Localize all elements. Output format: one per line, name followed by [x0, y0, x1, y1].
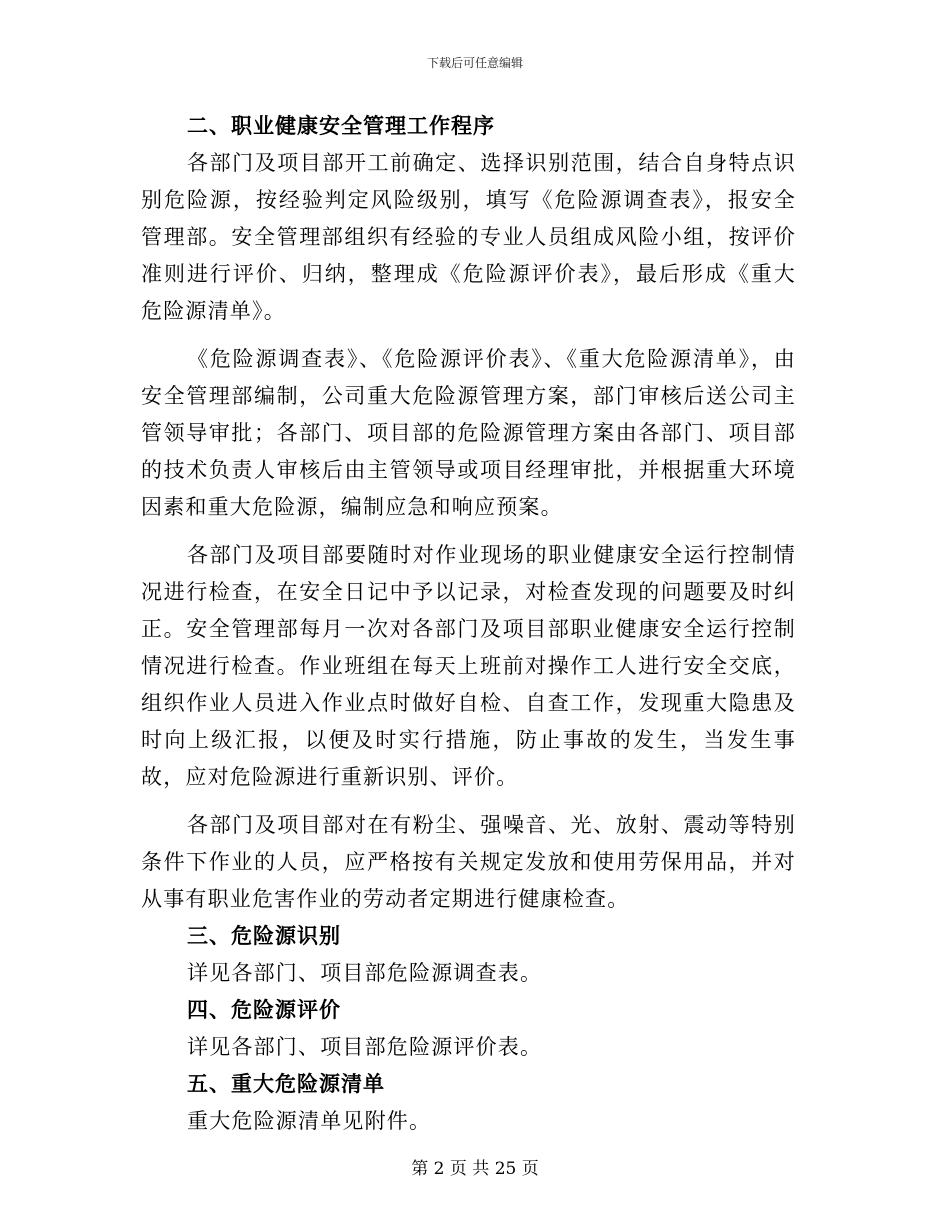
paragraph-gap: [141, 526, 796, 537]
section-heading-3: 三、危险源识别: [187, 924, 341, 948]
paragraph-gap: [141, 330, 796, 341]
paragraph-evaluation-ref: 详见各部门、项目部危险源评价表。: [187, 1035, 543, 1059]
paragraph-protection: 各部门及项目部对在有粉尘、强噪音、光、放射、震动等特别条件下作业的人员，应严格按有关规定发放和使用劳保用品，并对从事有职业危害作业的劳动者定期进行健康检查。: [141, 813, 796, 911]
section-heading-2: 二、职业健康安全管理工作程序: [187, 114, 495, 138]
section-heading-4: 四、危险源评价: [187, 998, 341, 1022]
paragraph-identification-process: 各部门及项目部开工前确定、选择识别范围，结合自身特点识别危险源，按经验判定风险级别，填写《危险源调查表》，报安全管理部。安全管理部组织有经验的专业人员组成风险小组，按评价准则进行评价、归纳，整理成《危险源评价表》，最后形成《重大危险源清单》。: [141, 151, 796, 323]
paragraph-list-ref: 重大危险源清单见附件。: [187, 1109, 432, 1133]
paragraph-approval: 《危险源调查表》、《危险源评价表》、《重大危险源清单》，由安全管理部编制，公司重大危险源管理方案，部门审核后送公司主管领导审批；各部门、项目部的危险源管理方案由各部门、项目部的技术负责人审核后由主管领导或项目经理审批，并根据重大环境因素和重大危险源，编制应急和响应预案。: [141, 347, 796, 519]
paragraph-gap: [141, 796, 796, 807]
header-note: 下载后可任意编辑: [426, 56, 523, 70]
paragraph-identification-ref: 详见各部门、项目部危险源调查表。: [187, 961, 543, 985]
document-body: [141, 108, 796, 1140]
paragraph-inspection: 各部门及项目部要随时对作业现场的职业健康安全运行控制情况进行检查，在安全日记中予以记录，对检查发现的问题要及时纠正。安全管理部每月一次对各部门及项目部职业健康安全运行控制情况进行检查。作业班组在每天上班前对操作工人进行安全交底，组织作业人员进入作业点时做好自检、自查工作，发现重大隐患及时向上级汇报，以便及时实行措施，防止事故的发生，当发生事故，应对危险源进行重新识别、评价。: [141, 543, 796, 789]
section-heading-5: 五、重大危险源清单: [187, 1072, 385, 1096]
page-number: 第 2 页 共 25 页: [411, 1159, 539, 1179]
